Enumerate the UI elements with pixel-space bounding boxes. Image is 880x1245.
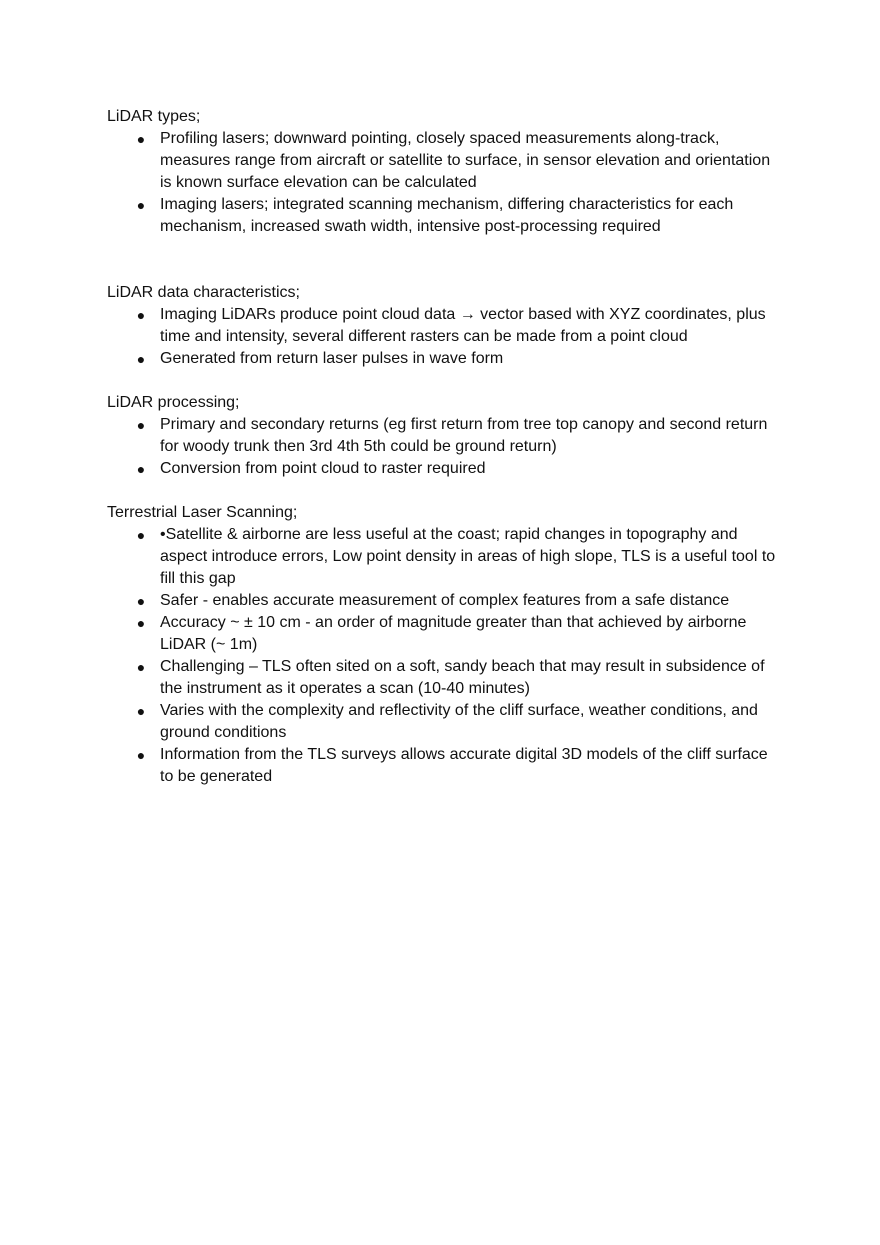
section-title: Terrestrial Laser Scanning; <box>107 504 298 521</box>
bullet-icon: ● <box>136 527 146 543</box>
section-title: LiDAR types; <box>107 108 201 125</box>
bullet-icon: ● <box>136 131 146 147</box>
bullet-icon: ● <box>136 461 146 477</box>
list-item: ● Imaging LiDARs produce point cloud data → vector based with XYZ coordinates, plus time and intensity, several different rasters can be made from a point cloud <box>136 306 766 345</box>
spacer <box>107 238 777 282</box>
list-item: ● Profiling lasers; downward pointing, closely spaced measurements along-track, measures range from aircraft or satellite to surface, in sensor elevation and orientation is known surface elevation can be calculated <box>136 130 771 191</box>
section-title: LiDAR processing; <box>107 394 240 411</box>
bullet-icon: ● <box>136 703 146 719</box>
bullet-icon: ● <box>136 615 146 631</box>
section-title: LiDAR data characteristics; <box>107 284 300 301</box>
section-lidar-data-characteristics <box>107 282 777 370</box>
bullet-list <box>107 128 777 238</box>
list-item: ● Information from the TLS surveys allows accurate digital 3D models of the cliff surface to be generated <box>136 746 768 785</box>
list-item: ● Primary and secondary returns (eg first return from tree top canopy and second return for woody trunk then 3rd 4th 5th could be ground return) <box>136 416 768 455</box>
list-item: ● •Satellite & airborne are less useful at the coast; rapid changes in topography and aspect introduce errors, Low point density in areas of high slope, TLS is a useful tool to fill this gap <box>136 526 776 587</box>
list-item: ● Imaging lasers; integrated scanning mechanism, differing characteristics for each mechanism, increased swath width, intensive post-processing required <box>136 196 734 235</box>
document-page <box>107 106 777 788</box>
spacer <box>107 480 777 502</box>
spacer <box>107 370 777 392</box>
list-item: ● Generated from return laser pulses in wave form <box>107 348 777 370</box>
list-item: ● Conversion from point cloud to raster required <box>107 458 777 480</box>
section-terrestrial-laser-scanning <box>107 502 777 788</box>
list-item: ● Safer - enables accurate measurement of complex features from a safe distance <box>107 590 777 612</box>
bullet-icon: ● <box>136 593 146 609</box>
bullet-list <box>107 524 777 788</box>
bullet-icon: ● <box>136 307 146 323</box>
bullet-list <box>107 414 777 480</box>
bullet-icon: ● <box>136 351 146 367</box>
bullet-list <box>107 304 777 370</box>
bullet-icon: ● <box>136 659 146 675</box>
bullet-icon: ● <box>136 197 146 213</box>
list-item: ● Varies with the complexity and reflectivity of the cliff surface, weather conditions, and ground conditions <box>136 702 758 741</box>
list-item: ● Challenging – TLS often sited on a soft, sandy beach that may result in subsidence of the instrument as it operates a scan (10-40 minutes) <box>136 658 765 697</box>
section-lidar-processing <box>107 392 777 480</box>
bullet-icon: ● <box>136 417 146 433</box>
section-lidar-types <box>107 106 777 238</box>
list-item: ● Accuracy ~ ± 10 cm - an order of magnitude greater than that achieved by airborne LiDAR (~ 1m) <box>136 614 747 653</box>
bullet-icon: ● <box>136 747 146 763</box>
